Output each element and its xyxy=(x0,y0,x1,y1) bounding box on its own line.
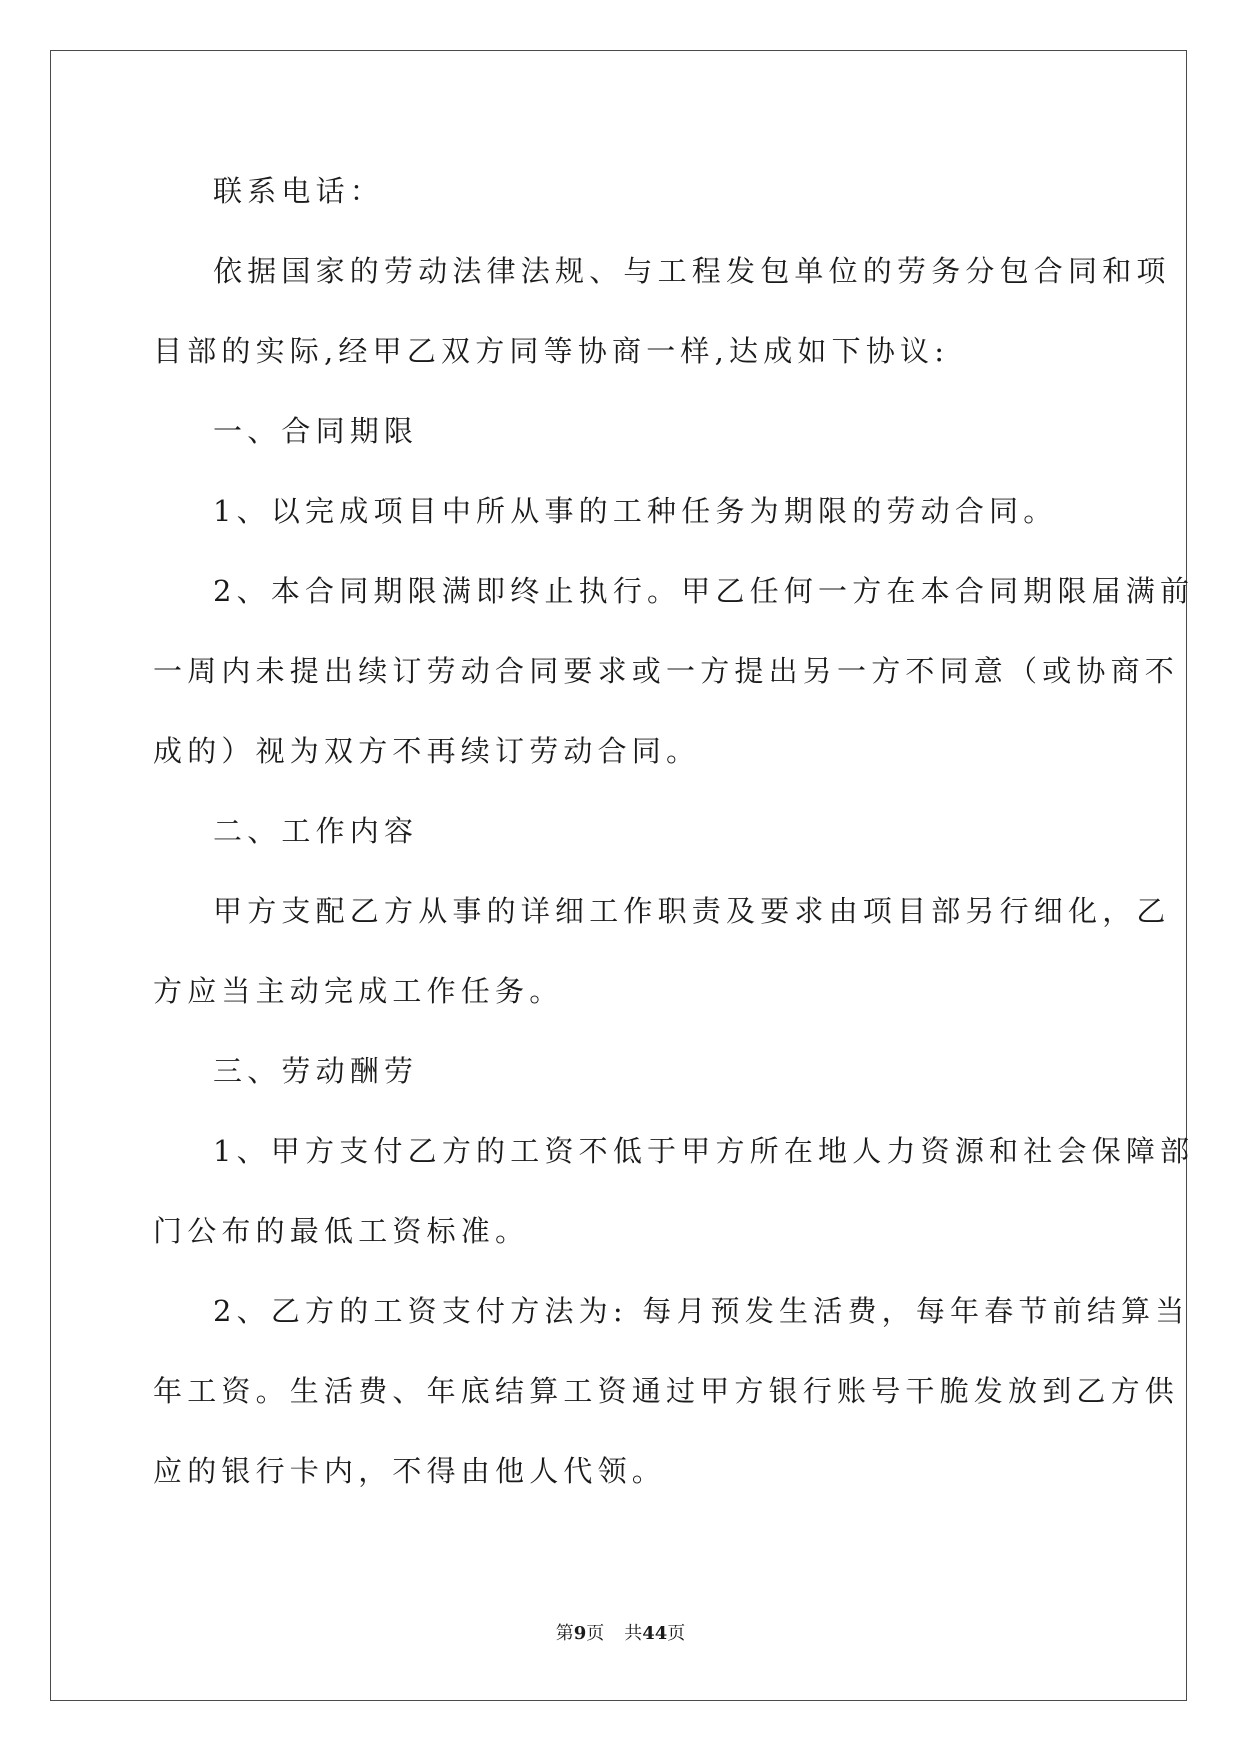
section-heading: 二、工作内容 xyxy=(213,814,419,848)
page-number: 9 xyxy=(573,1623,587,1644)
paragraph-line: 目部的实际,经甲乙双方同等协商一样,达成如下协议: xyxy=(153,334,950,368)
page-footer xyxy=(0,1622,1241,1646)
page-suffix: 页 xyxy=(586,1623,605,1644)
total-prefix: 共 xyxy=(624,1623,643,1644)
page-prefix: 第 xyxy=(555,1623,574,1644)
paragraph-line: 甲方支配乙方从事的详细工作职责及要求由项目部另行细化，乙 xyxy=(213,894,1171,928)
contact-phone-label: 联系电话： xyxy=(213,174,385,208)
paragraph-line: 一周内未提出续订劳动合同要求或一方提出另一方不同意（或协商不 xyxy=(153,654,1180,688)
total-suffix: 页 xyxy=(667,1623,686,1644)
total-pages: 44 xyxy=(642,1623,668,1644)
paragraph-line: 1、甲方支付乙方的工资不低于甲方所在地人力资源和社会保障部 xyxy=(213,1134,1195,1168)
paragraph-line: 方应当主动完成工作任务。 xyxy=(153,974,564,1008)
section-heading: 一、合同期限 xyxy=(213,414,419,448)
paragraph-line: 1、以完成项目中所从事的工种任务为期限的劳动合同。 xyxy=(213,494,1058,528)
paragraph-line: 2、乙方的工资支付方法为: 每月预发生活费，每年春节前结算当 xyxy=(213,1294,1190,1328)
paragraph-line: 年工资。生活费、年底结算工资通过甲方银行账号干脆发放到乙方供 xyxy=(153,1374,1180,1408)
paragraph-line: 2、本合同期限满即终止执行。甲乙任何一方在本合同期限届满前 xyxy=(213,574,1195,608)
paragraph-line: 应的银行卡内，不得由他人代领。 xyxy=(153,1454,667,1488)
section-heading: 三、劳动酬劳 xyxy=(213,1054,419,1088)
paragraph-line: 门公布的最低工资标准。 xyxy=(153,1214,530,1248)
paragraph-line: 依据国家的劳动法律法规、与工程发包单位的劳务分包合同和项 xyxy=(213,254,1171,288)
paragraph-line: 成的）视为双方不再续订劳动合同。 xyxy=(153,734,701,768)
